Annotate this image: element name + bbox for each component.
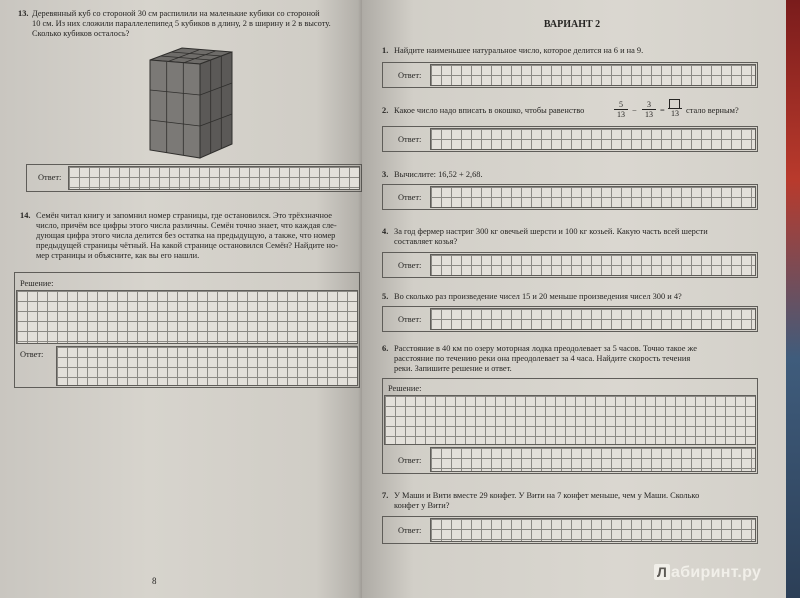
task4-line-2: составляет козья? [394,237,458,246]
task6-line-2: расстояние по течению реки она преодолевает за 4 часа. Найдите скорость течения [394,354,691,363]
task6-answer-label: Ответ: [398,456,422,465]
right-page [362,0,792,598]
page-number: 8 [152,576,157,586]
task6-number: 6. [382,344,389,353]
task1-text: Найдите наименьшее натуральное число, которое делится на 6 и на 9. [394,46,644,55]
task2-equals: = [660,106,665,115]
task4-number: 4. [382,227,389,236]
variant-title: ВАРИАНТ 2 [543,19,601,30]
task3-answer-grid[interactable] [430,186,756,208]
task14-line-3: дующая цифра этого числа делится без остатка на предыдущую, а также, что номер [36,231,336,240]
task6-line-1: Расстояние в 40 км по озеру моторная лодка преодолевает за 5 часов. Точно такое же [394,344,697,353]
watermark-text: абиринт.ру [671,564,762,581]
watermark-logo [654,564,761,582]
task3-number: 3. [382,170,389,179]
task2-frac2-num: 3 [642,100,656,110]
task2-frac3-den: 13 [671,109,679,118]
task13-line-2: 10 см. Из них сложили параллелепипед 5 кубиков в длину, 2 в ширину и 2 в высоту. [32,19,331,28]
task7-answer-label: Ответ: [398,526,422,535]
task13-answer-label: Ответ: [38,173,62,182]
task2-text-before: Какое число надо вписать в окошко, чтобы равенство [394,106,585,115]
task13-line-1: Деревянный куб со стороной 30 см распилили на маленькие кубики со стороной [32,9,320,18]
task14-line-1: Семён читал книгу и запомнил номер страницы, где остановился. Это трёхзначное [36,211,332,220]
task13-answer-grid[interactable] [68,166,360,190]
task6-solution-label: Решение: [388,384,422,393]
task7-line-1: У Маши и Вити вместе 29 конфет. У Вити на 7 конфет меньше, чем у Маши. Сколько [394,491,700,500]
task3-answer-label: Ответ: [398,193,422,202]
task14-answer-label: Ответ: [20,350,44,359]
task2-fraction-1 [614,100,628,119]
task2-frac1-den: 13 [617,110,625,119]
task2-text-after: стало верным? [686,106,739,115]
task14-line-4: предыдущей страницы чётный. На какой странице остановился Семён? Найдите но- [36,241,339,250]
task5-answer-grid[interactable] [430,308,756,330]
task1-answer-label: Ответ: [398,71,422,80]
task2-number: 2. [382,106,389,115]
cube-figure [136,44,244,162]
task6-answer-grid[interactable] [430,447,756,472]
task6-line-3: реки. Запишите решение и ответ. [394,364,512,373]
task7-line-2: конфет у Вити? [394,501,450,510]
task2-fraction-3 [668,99,682,118]
task14-line-5: мер страницы и объясните, как вы его нашли. [36,251,200,260]
left-page [0,0,372,598]
task5-text: Во сколько раз произведение чисел 15 и 20 меньше произведения чисел 300 и 4? [394,292,682,301]
task14-solution-grid[interactable] [16,290,358,344]
task3-text: Вычислите: 16,52 + 2,68. [394,170,483,179]
task14-line-2: число, причём все цифры этого числа различны. Семён точно знает, что каждая сле- [36,221,337,230]
task1-number: 1. [382,46,389,55]
task2-frac1-num: 5 [614,100,628,110]
task2-frac2-den: 13 [645,110,653,119]
task13-line-3: Сколько кубиков осталось? [32,29,130,38]
task6-solution-grid[interactable] [384,395,756,445]
task13-number: 13. [18,9,29,18]
next-book-edge [786,0,800,598]
task5-answer-label: Ответ: [398,315,422,324]
task4-answer-label: Ответ: [398,261,422,270]
task4-line-1: За год фермер настриг 300 кг овечьей шерсти и 100 кг козьей. Какую часть всей шерсти [394,227,708,236]
task14-answer-grid[interactable] [56,346,358,386]
task7-answer-grid[interactable] [430,518,756,542]
task5-number: 5. [382,292,389,301]
task14-solution-label: Решение: [20,279,54,288]
watermark-mark: Л [654,564,670,580]
task14-number: 14. [20,211,31,220]
empty-box-icon [669,99,680,109]
task2-minus: − [632,106,637,115]
task2-answer-grid[interactable] [430,128,756,150]
task2-answer-label: Ответ: [398,135,422,144]
task2-fraction-2 [642,100,656,119]
task7-number: 7. [382,491,389,500]
task4-answer-grid[interactable] [430,254,756,276]
task1-answer-grid[interactable] [430,64,756,86]
